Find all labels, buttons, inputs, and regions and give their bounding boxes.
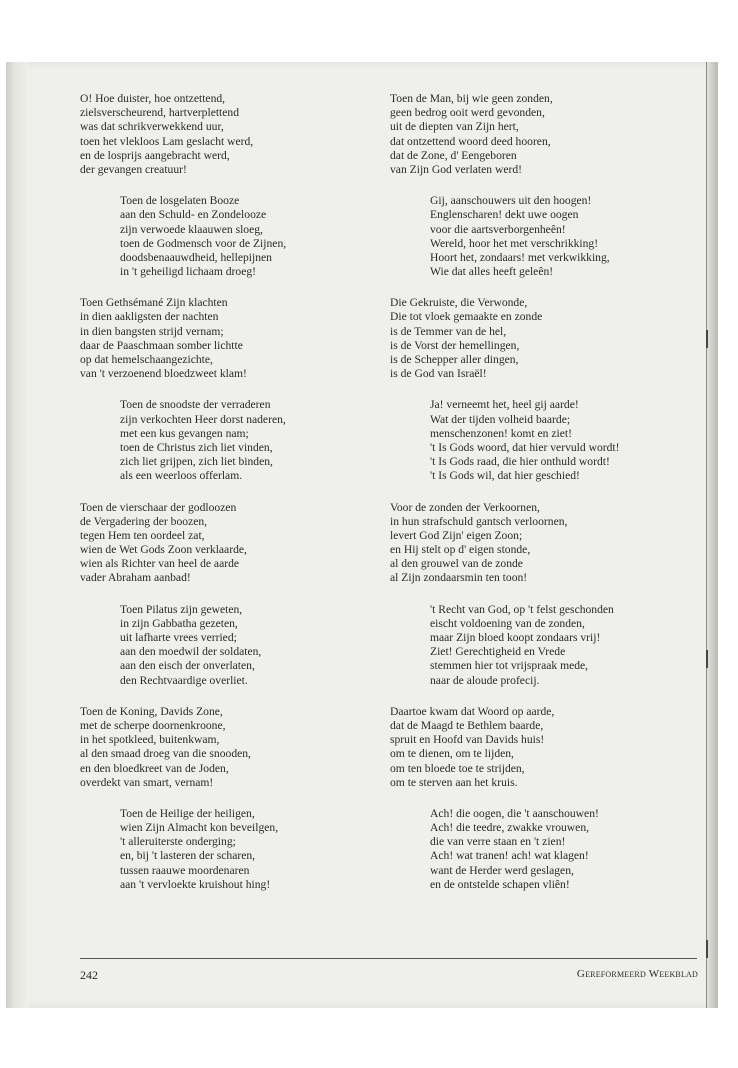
stanza (390, 296, 690, 381)
poem-line: in dien bangsten strijd vernam; (80, 324, 224, 338)
poem-line: aan 't vervloekte kruishout hing! (120, 877, 271, 891)
poem-line: uit lafharte vrees verried; (120, 631, 237, 644)
spine-mark (706, 330, 708, 348)
poem-line: is de Temmer van de hel, (390, 324, 507, 338)
poem-line: die van verre staan en 't zien! (430, 835, 566, 849)
book-spine (706, 62, 718, 1008)
poem-line: eischt voldoening van de zonden, (430, 616, 585, 630)
poem-line: om te sterven aan het kruis. (390, 775, 518, 789)
poem-line: geen bedrog ooit werd gevonden, (390, 106, 545, 120)
poem-line: dat de Maagd te Bethlem baarde, (390, 718, 544, 732)
poem-line: wien Zijn Almacht kon beveilgen, (120, 821, 279, 835)
poem-line: aan den Schuld- en Zondelooze (120, 208, 267, 222)
poem-line: aan den moedwil der soldaten, (120, 645, 262, 659)
poem-line: is de Schepper aller dingen, (390, 353, 519, 366)
poem-line: uit de diepten van Zijn hert, (390, 120, 519, 134)
poem-line: naar de aloude profecij. (430, 673, 540, 687)
poem-line: den Rechtvaardige overliet. (120, 673, 248, 687)
poem-line: Toen de Heilige der heiligen, (120, 806, 255, 820)
poem-right-column (390, 92, 690, 909)
spine-mark (706, 940, 708, 958)
poem-line: der gevangen creatuur! (80, 162, 187, 176)
poem-line: al Zijn zondaarsmin ten toon! (390, 571, 528, 585)
stanza (80, 501, 380, 586)
poem-line: daar de Paaschmaan somber lichtte (80, 338, 243, 352)
poem-line: met de scherpe doornenkroone, (80, 718, 226, 732)
poem-line: Toen de vierschaar der godloozen (80, 500, 237, 514)
poem-line: Toen de Man, bij wie geen zonden, (390, 92, 553, 105)
poem-line: Hoort het, zondaars! met verkwikking, (430, 250, 610, 264)
poem-line: Wat der tijden volheid baarde; (430, 412, 571, 426)
poem-line: 't Is Gods woord, dat hier vervuld wordt! (430, 440, 620, 454)
poem-line: zijn verwoede klaauwen sloeg, (120, 222, 263, 236)
poem-line: 't alleruiterste onderging; (120, 835, 236, 849)
poem-line: dat ontzettend woord deed hooren, (390, 134, 551, 148)
publication-name: Gereformeerd Weekblad (576, 968, 698, 980)
stanza (390, 398, 690, 483)
poem-line: met een kus gevangen nam; (120, 426, 249, 440)
poem-line: zielsverscheurend, hartverplettend (80, 106, 240, 120)
stanza (390, 705, 690, 790)
poem-line: en den bloedkreet van de Joden, (80, 761, 229, 775)
stanza (390, 501, 690, 586)
poem-line: stemmen hier tot vrijspraak mede, (430, 659, 589, 673)
stanza (80, 92, 380, 177)
stanza (80, 398, 380, 483)
poem-line: tussen raauwe moordenaren (120, 863, 250, 877)
poem-line: om ten bloede toe te strijden, (390, 761, 525, 775)
poem-line: voor die aartsverborgenheên! (430, 222, 566, 236)
poem-line: is de God van Israël! (390, 367, 487, 381)
poem-line: Ach! die teedre, zwakke vrouwen, (430, 821, 590, 835)
poem-line: en de ontstelde schapen vliên! (430, 877, 570, 891)
poem-line: van 't verzoenend bloedzweet klam! (80, 367, 247, 381)
stanza (80, 194, 380, 279)
poem-line: Voor de zonden der Verkoornen, (390, 500, 540, 514)
poem-line: overdekt van smart, vernam! (80, 775, 214, 789)
poem-line: aan den eisch der onverlaten, (120, 659, 255, 673)
poem-line: Toen de snoodste der verraderen (120, 398, 271, 412)
poem-line: toen de Christus zich liet vinden, (120, 440, 273, 454)
poem-line: en Hij stelt op d' eigen stonde, (390, 543, 531, 557)
poem-line: van Zijn God verlaten werd! (390, 162, 522, 176)
poem-line: doodsbenaauwdheid, hellepijnen (120, 250, 272, 264)
poem-line: Ja! verneemt het, heel gij aarde! (430, 398, 579, 412)
stanza (80, 296, 380, 381)
stanza (80, 807, 380, 892)
poem-line: Ach! wat tranen! ach! wat klagen! (430, 849, 589, 863)
poem-line: want de Herder werd geslagen, (430, 863, 574, 877)
poem-line: in hun strafschuld gantsch verloornen, (390, 514, 568, 528)
poem-line: Ziet! Gerechtigheid en Vrede (430, 645, 566, 659)
poem-line: in 't geheiligd lichaam droeg! (120, 265, 257, 279)
stanza (390, 92, 690, 177)
poem-line: spruit en Hoofd van Davids huis! (390, 733, 545, 747)
poem-line: levert God Zijn' eigen Zoon; (390, 528, 523, 542)
poem-line: tegen Hem ten oordeel zat, (80, 528, 205, 542)
poem-line: Englenscharen! dekt uwe oogen (430, 208, 579, 222)
footer-rule (80, 958, 697, 959)
poem-line: in het spotkleed, buitenkwam, (80, 733, 220, 747)
spine-mark (706, 650, 708, 668)
poem-line: menschenzonen! komt en ziet! (430, 426, 572, 440)
poem-line: Die Gekruiste, die Verwonde, (390, 296, 528, 310)
page-binding (6, 62, 28, 1008)
poem-line: 't Is Gods raad, die hier onthuld wordt! (430, 455, 610, 469)
poem-line: al den grouwel van de zonde (390, 557, 523, 571)
poem-line: wien de Wet Gods Zoon verklaarde, (80, 543, 247, 557)
poem-line: de Vergadering der boozen, (80, 514, 208, 528)
poem-line: Toen Pilatus zijn geweten, (120, 602, 243, 616)
poem-line: Gij, aanschouwers uit den hoogen! (430, 194, 592, 208)
poem-line: en, bij 't lasteren der scharen, (120, 849, 256, 863)
poem-line: toen het vlekloos Lam geslacht werd, (80, 134, 254, 148)
stanza (390, 603, 690, 688)
poem-line: dat de Zone, d' Eengeboren (390, 148, 517, 162)
poem-line: is de Vorst der hemellingen, (390, 338, 520, 352)
poem-line: vader Abraham aanbad! (80, 571, 191, 585)
poem-line: Toen de Koning, Davids Zone, (80, 704, 223, 718)
poem-line: zich liet grijpen, zich liet binden, (120, 455, 273, 469)
poem-line: als een weerloos offerlam. (120, 469, 243, 483)
poem-left-column (80, 92, 380, 909)
poem-line: Wereld, hoor het met verschrikking! (430, 236, 599, 250)
stanza (390, 194, 690, 279)
poem-line: en de losprijs aangebracht werd, (80, 148, 230, 162)
poem-line: was dat schrikverwekkend uur, (80, 120, 224, 134)
poem-line: op dat hemelschaangezichte, (80, 353, 213, 366)
poem-line: O! Hoe duister, hoe ontzettend, (80, 92, 226, 105)
poem-line: Daartoe kwam dat Woord op aarde, (390, 704, 555, 718)
poem-line: 't Is Gods wil, dat hier geschied! (430, 469, 580, 483)
poem-line: om te dienen, om te lijden, (390, 747, 514, 761)
poem-line: 't Recht van God, op 't felst geschonden (430, 602, 614, 616)
page-number: 242 (80, 968, 98, 982)
stanza (390, 807, 690, 892)
poem-line: Wie dat alles heeft geleên! (430, 265, 554, 279)
poem-line: zijn verkochten Heer dorst naderen, (120, 412, 286, 426)
stanza (80, 603, 380, 688)
stanza (80, 705, 380, 790)
poem-line: maar Zijn bloed koopt zondaars vrij! (430, 631, 601, 644)
poem-line: toen de Godmensch voor de Zijnen, (120, 236, 287, 250)
poem-line: Toen de losgelaten Booze (120, 194, 240, 208)
poem-line: Die tot vloek gemaakte en zonde (390, 310, 543, 324)
poem-line: Ach! die oogen, die 't aanschouwen! (430, 806, 599, 820)
poem-line: in zijn Gabbatha gezeten, (120, 616, 238, 630)
poem-line: in dien aakligsten der nachten (80, 310, 219, 324)
poem-line: Toen Gethsémané Zijn klachten (80, 296, 228, 310)
poem-line: al den smaad droeg van die snooden, (80, 747, 251, 761)
poem-line: wien als Richter van heel de aarde (80, 557, 240, 571)
